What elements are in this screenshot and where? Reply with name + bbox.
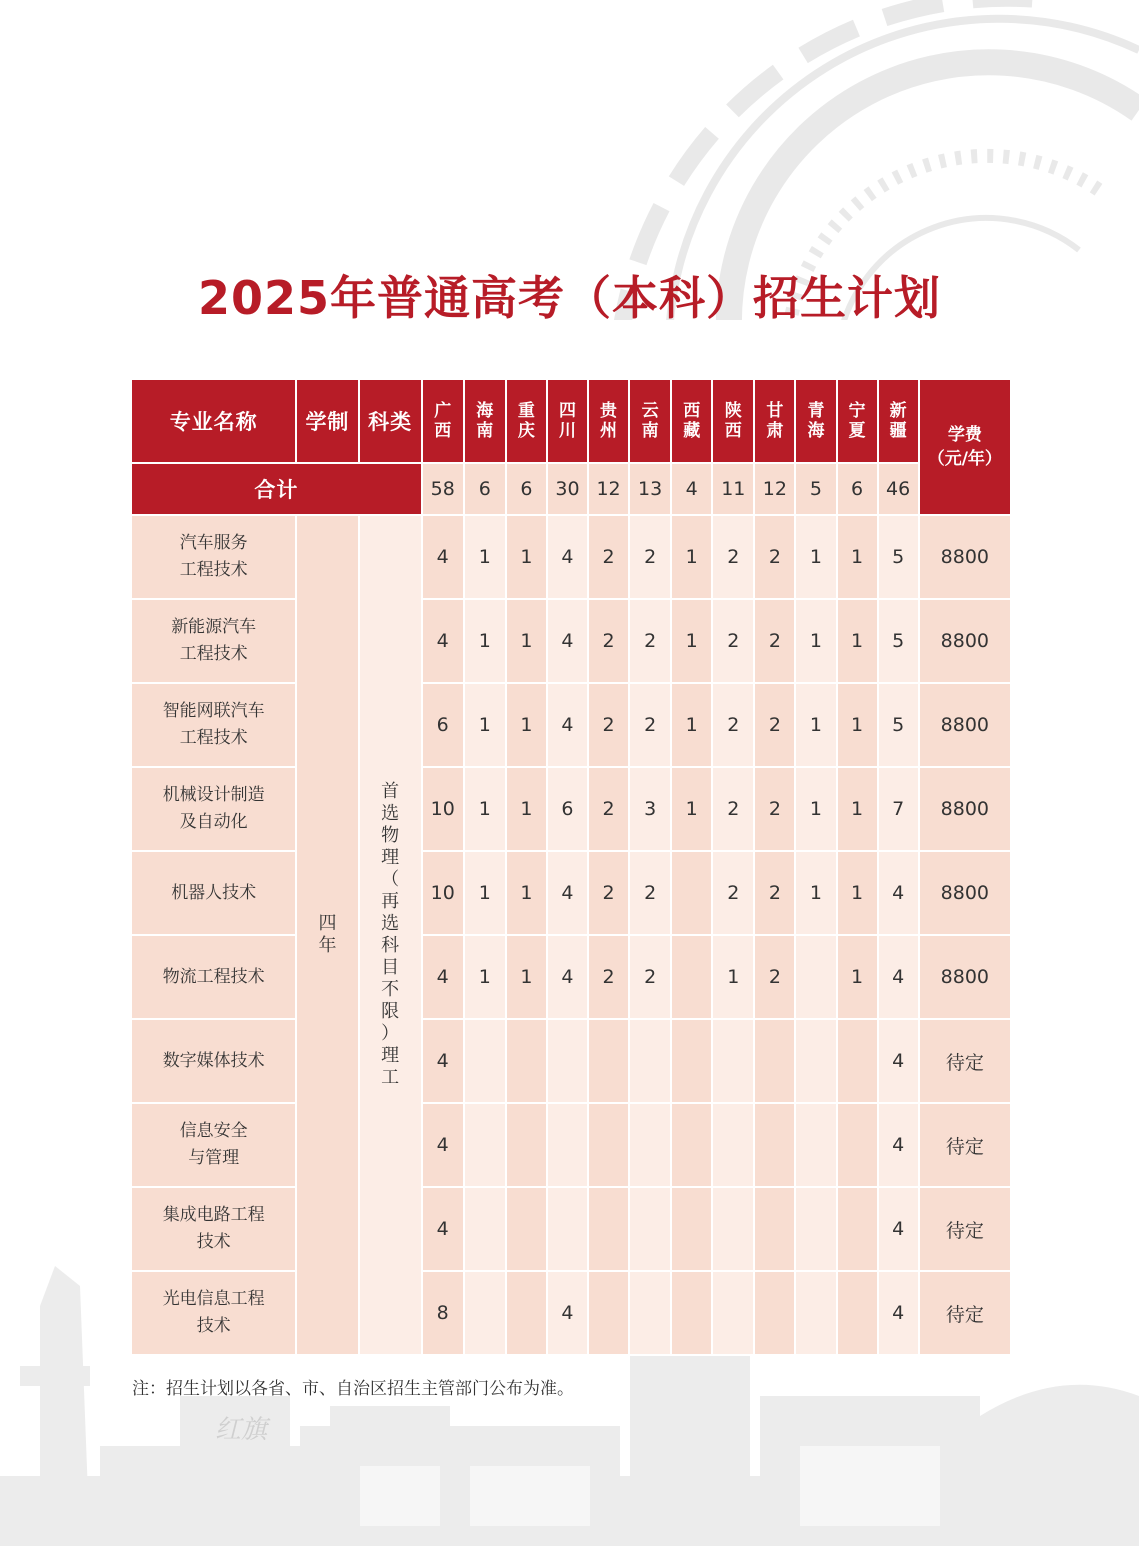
quota-cell: [837, 1271, 878, 1355]
quota-cell: [506, 1271, 547, 1355]
quota-cell: 1: [464, 683, 506, 767]
quota-cell: 2: [629, 599, 671, 683]
quota-cell: 4: [547, 599, 588, 683]
quota-cell: 1: [837, 515, 878, 599]
quota-cell: [795, 1187, 836, 1271]
quota-cell: 4: [878, 851, 919, 935]
quota-cell: 10: [422, 767, 464, 851]
subject-category: 首 选 物 理 （ 再 选 科 目 不 限 ） 理 工: [359, 515, 422, 1355]
quota-cell: 2: [754, 515, 795, 599]
tuition-fee: 待定: [919, 1019, 1011, 1103]
quota-cell: 1: [506, 935, 547, 1019]
quota-cell: [671, 1103, 712, 1187]
quota-cell: 4: [422, 1187, 464, 1271]
header-fee: 学费 （元/年）: [919, 379, 1011, 515]
quota-cell: [754, 1103, 795, 1187]
quota-cell: 10: [422, 851, 464, 935]
quota-cell: 1: [464, 599, 506, 683]
quota-cell: [588, 1019, 629, 1103]
total-value: 12: [588, 463, 629, 515]
total-value: 6: [837, 463, 878, 515]
quota-cell: [588, 1187, 629, 1271]
quota-cell: 1: [506, 767, 547, 851]
quota-cell: 4: [422, 1103, 464, 1187]
major-name: 信息安全 与管理: [131, 1103, 296, 1187]
quota-cell: [464, 1103, 506, 1187]
table-row: [131, 1019, 1011, 1103]
quota-cell: 1: [837, 599, 878, 683]
major-name: 集成电路工程 技术: [131, 1187, 296, 1271]
quota-cell: [837, 1019, 878, 1103]
tuition-fee: 8800: [919, 767, 1011, 851]
campus-sign-text: 红旗: [215, 1415, 268, 1445]
header-province: 甘 肃: [754, 379, 795, 463]
quota-cell: 5: [878, 683, 919, 767]
quota-cell: 2: [754, 599, 795, 683]
footnote: 注：招生计划以各省、市、自治区招生主管部门公布为准。: [132, 1379, 574, 1399]
table-row: [131, 1187, 1011, 1271]
tuition-fee: 8800: [919, 599, 1011, 683]
header-row: [131, 379, 1011, 463]
total-value: 5: [795, 463, 836, 515]
quota-cell: [464, 1019, 506, 1103]
header-province: 陕 西: [712, 379, 754, 463]
quota-cell: 7: [878, 767, 919, 851]
quota-cell: 2: [712, 683, 754, 767]
quota-cell: 1: [795, 683, 836, 767]
quota-cell: 3: [629, 767, 671, 851]
quota-cell: 4: [422, 935, 464, 1019]
quota-cell: 1: [464, 935, 506, 1019]
quota-cell: 6: [547, 767, 588, 851]
header-province: 宁 夏: [837, 379, 878, 463]
header-province: 海 南: [464, 379, 506, 463]
quota-cell: [671, 1187, 712, 1271]
quota-cell: [795, 1271, 836, 1355]
quota-cell: 2: [754, 851, 795, 935]
quota-cell: 4: [878, 1271, 919, 1355]
quota-cell: 4: [422, 1019, 464, 1103]
table-row: [131, 767, 1011, 851]
total-label: 合计: [131, 463, 422, 515]
quota-cell: 4: [878, 1103, 919, 1187]
quota-cell: 2: [754, 683, 795, 767]
tuition-fee: 待定: [919, 1103, 1011, 1187]
table-row: [131, 515, 1011, 599]
quota-cell: 1: [837, 851, 878, 935]
header-province: 西 藏: [671, 379, 712, 463]
header-province: 广 西: [422, 379, 464, 463]
enrollment-plan-table: [130, 378, 1012, 1356]
quota-cell: [506, 1103, 547, 1187]
quota-cell: [754, 1187, 795, 1271]
quota-cell: 2: [588, 851, 629, 935]
quota-cell: [629, 1271, 671, 1355]
quota-cell: [795, 1019, 836, 1103]
header-province: 四 川: [547, 379, 588, 463]
quota-cell: [671, 1019, 712, 1103]
table-row: [131, 599, 1011, 683]
tuition-fee: 8800: [919, 935, 1011, 1019]
major-name: 数字媒体技术: [131, 1019, 296, 1103]
quota-cell: 1: [795, 515, 836, 599]
quota-cell: [588, 1103, 629, 1187]
tuition-fee: 8800: [919, 851, 1011, 935]
header-province: 重 庆: [506, 379, 547, 463]
quota-cell: [712, 1019, 754, 1103]
quota-cell: 2: [629, 515, 671, 599]
header-province: 贵 州: [588, 379, 629, 463]
quota-cell: [795, 1103, 836, 1187]
quota-cell: 1: [671, 599, 712, 683]
quota-cell: 1: [464, 515, 506, 599]
quota-cell: [588, 1271, 629, 1355]
quota-cell: [629, 1019, 671, 1103]
total-value: 58: [422, 463, 464, 515]
quota-cell: 1: [837, 767, 878, 851]
quota-cell: 1: [795, 767, 836, 851]
quota-cell: 2: [588, 767, 629, 851]
quota-cell: 4: [878, 1187, 919, 1271]
quota-cell: 2: [712, 599, 754, 683]
total-value: 11: [712, 463, 754, 515]
quota-cell: [712, 1271, 754, 1355]
quota-cell: 2: [588, 683, 629, 767]
major-name: 机械设计制造 及自动化: [131, 767, 296, 851]
table-body: [131, 515, 1011, 1355]
header-province: 新 疆: [878, 379, 919, 463]
tuition-fee: 8800: [919, 683, 1011, 767]
major-name: 汽车服务 工程技术: [131, 515, 296, 599]
header-province: 青 海: [795, 379, 836, 463]
table-row: [131, 1271, 1011, 1355]
quota-cell: 2: [588, 599, 629, 683]
header-province: 云 南: [629, 379, 671, 463]
header-subject: 科类: [359, 379, 422, 463]
quota-cell: [754, 1271, 795, 1355]
total-value: 13: [629, 463, 671, 515]
total-value: 12: [754, 463, 795, 515]
quota-cell: 4: [878, 935, 919, 1019]
quota-cell: 4: [547, 851, 588, 935]
quota-cell: 4: [422, 515, 464, 599]
quota-cell: 5: [878, 515, 919, 599]
tuition-fee: 8800: [919, 515, 1011, 599]
major-name: 新能源汽车 工程技术: [131, 599, 296, 683]
quota-cell: 5: [878, 599, 919, 683]
quota-cell: 1: [671, 683, 712, 767]
quota-cell: [837, 1103, 878, 1187]
header-years: 学制: [296, 379, 358, 463]
quota-cell: 2: [629, 683, 671, 767]
quota-cell: 1: [671, 515, 712, 599]
total-value: 30: [547, 463, 588, 515]
table-row: [131, 1103, 1011, 1187]
quota-cell: [464, 1271, 506, 1355]
table-row: [131, 851, 1011, 935]
quota-cell: 1: [837, 683, 878, 767]
major-name: 智能网联汽车 工程技术: [131, 683, 296, 767]
quota-cell: [795, 935, 836, 1019]
table-row: [131, 935, 1011, 1019]
quota-cell: 2: [588, 515, 629, 599]
quota-cell: 4: [547, 935, 588, 1019]
quota-cell: 1: [795, 851, 836, 935]
quota-cell: 1: [795, 599, 836, 683]
quota-cell: [547, 1103, 588, 1187]
quota-cell: 1: [712, 935, 754, 1019]
quota-cell: 4: [547, 1271, 588, 1355]
quota-cell: 4: [547, 515, 588, 599]
quota-cell: [671, 851, 712, 935]
header-major: 专业名称: [131, 379, 296, 463]
total-value: 6: [464, 463, 506, 515]
quota-cell: 4: [547, 683, 588, 767]
quota-cell: 2: [754, 767, 795, 851]
page-title: 2025年普通高考（本科）招生计划: [197, 271, 942, 325]
quota-cell: [629, 1187, 671, 1271]
quota-cell: 2: [712, 515, 754, 599]
major-name: 物流工程技术: [131, 935, 296, 1019]
quota-cell: 2: [754, 935, 795, 1019]
quota-cell: 1: [464, 851, 506, 935]
quota-cell: [671, 1271, 712, 1355]
quota-cell: [464, 1187, 506, 1271]
quota-cell: 2: [588, 935, 629, 1019]
quota-cell: 2: [712, 851, 754, 935]
quota-cell: 2: [712, 767, 754, 851]
quota-cell: [837, 1187, 878, 1271]
total-value: 4: [671, 463, 712, 515]
study-years: 四 年: [296, 515, 358, 1355]
quota-cell: 1: [671, 767, 712, 851]
quota-cell: [671, 935, 712, 1019]
quota-cell: [506, 1187, 547, 1271]
total-row: [131, 463, 1011, 515]
major-name: 机器人技术: [131, 851, 296, 935]
total-value: 6: [506, 463, 547, 515]
quota-cell: [712, 1103, 754, 1187]
quota-cell: 1: [464, 767, 506, 851]
table-row: [131, 683, 1011, 767]
quota-cell: 4: [422, 599, 464, 683]
quota-cell: [547, 1019, 588, 1103]
quota-cell: [754, 1019, 795, 1103]
quota-cell: 1: [506, 683, 547, 767]
quota-cell: [712, 1187, 754, 1271]
quota-cell: 2: [629, 851, 671, 935]
quota-cell: 2: [629, 935, 671, 1019]
major-name: 光电信息工程 技术: [131, 1271, 296, 1355]
quota-cell: 6: [422, 683, 464, 767]
quota-cell: [629, 1103, 671, 1187]
quota-cell: 4: [878, 1019, 919, 1103]
quota-cell: 1: [506, 515, 547, 599]
quota-cell: 1: [506, 851, 547, 935]
quota-cell: [506, 1019, 547, 1103]
total-value: 46: [878, 463, 919, 515]
quota-cell: 1: [837, 935, 878, 1019]
quota-cell: 8: [422, 1271, 464, 1355]
tuition-fee: 待定: [919, 1187, 1011, 1271]
tuition-fee: 待定: [919, 1271, 1011, 1355]
quota-cell: [547, 1187, 588, 1271]
quota-cell: 1: [506, 599, 547, 683]
